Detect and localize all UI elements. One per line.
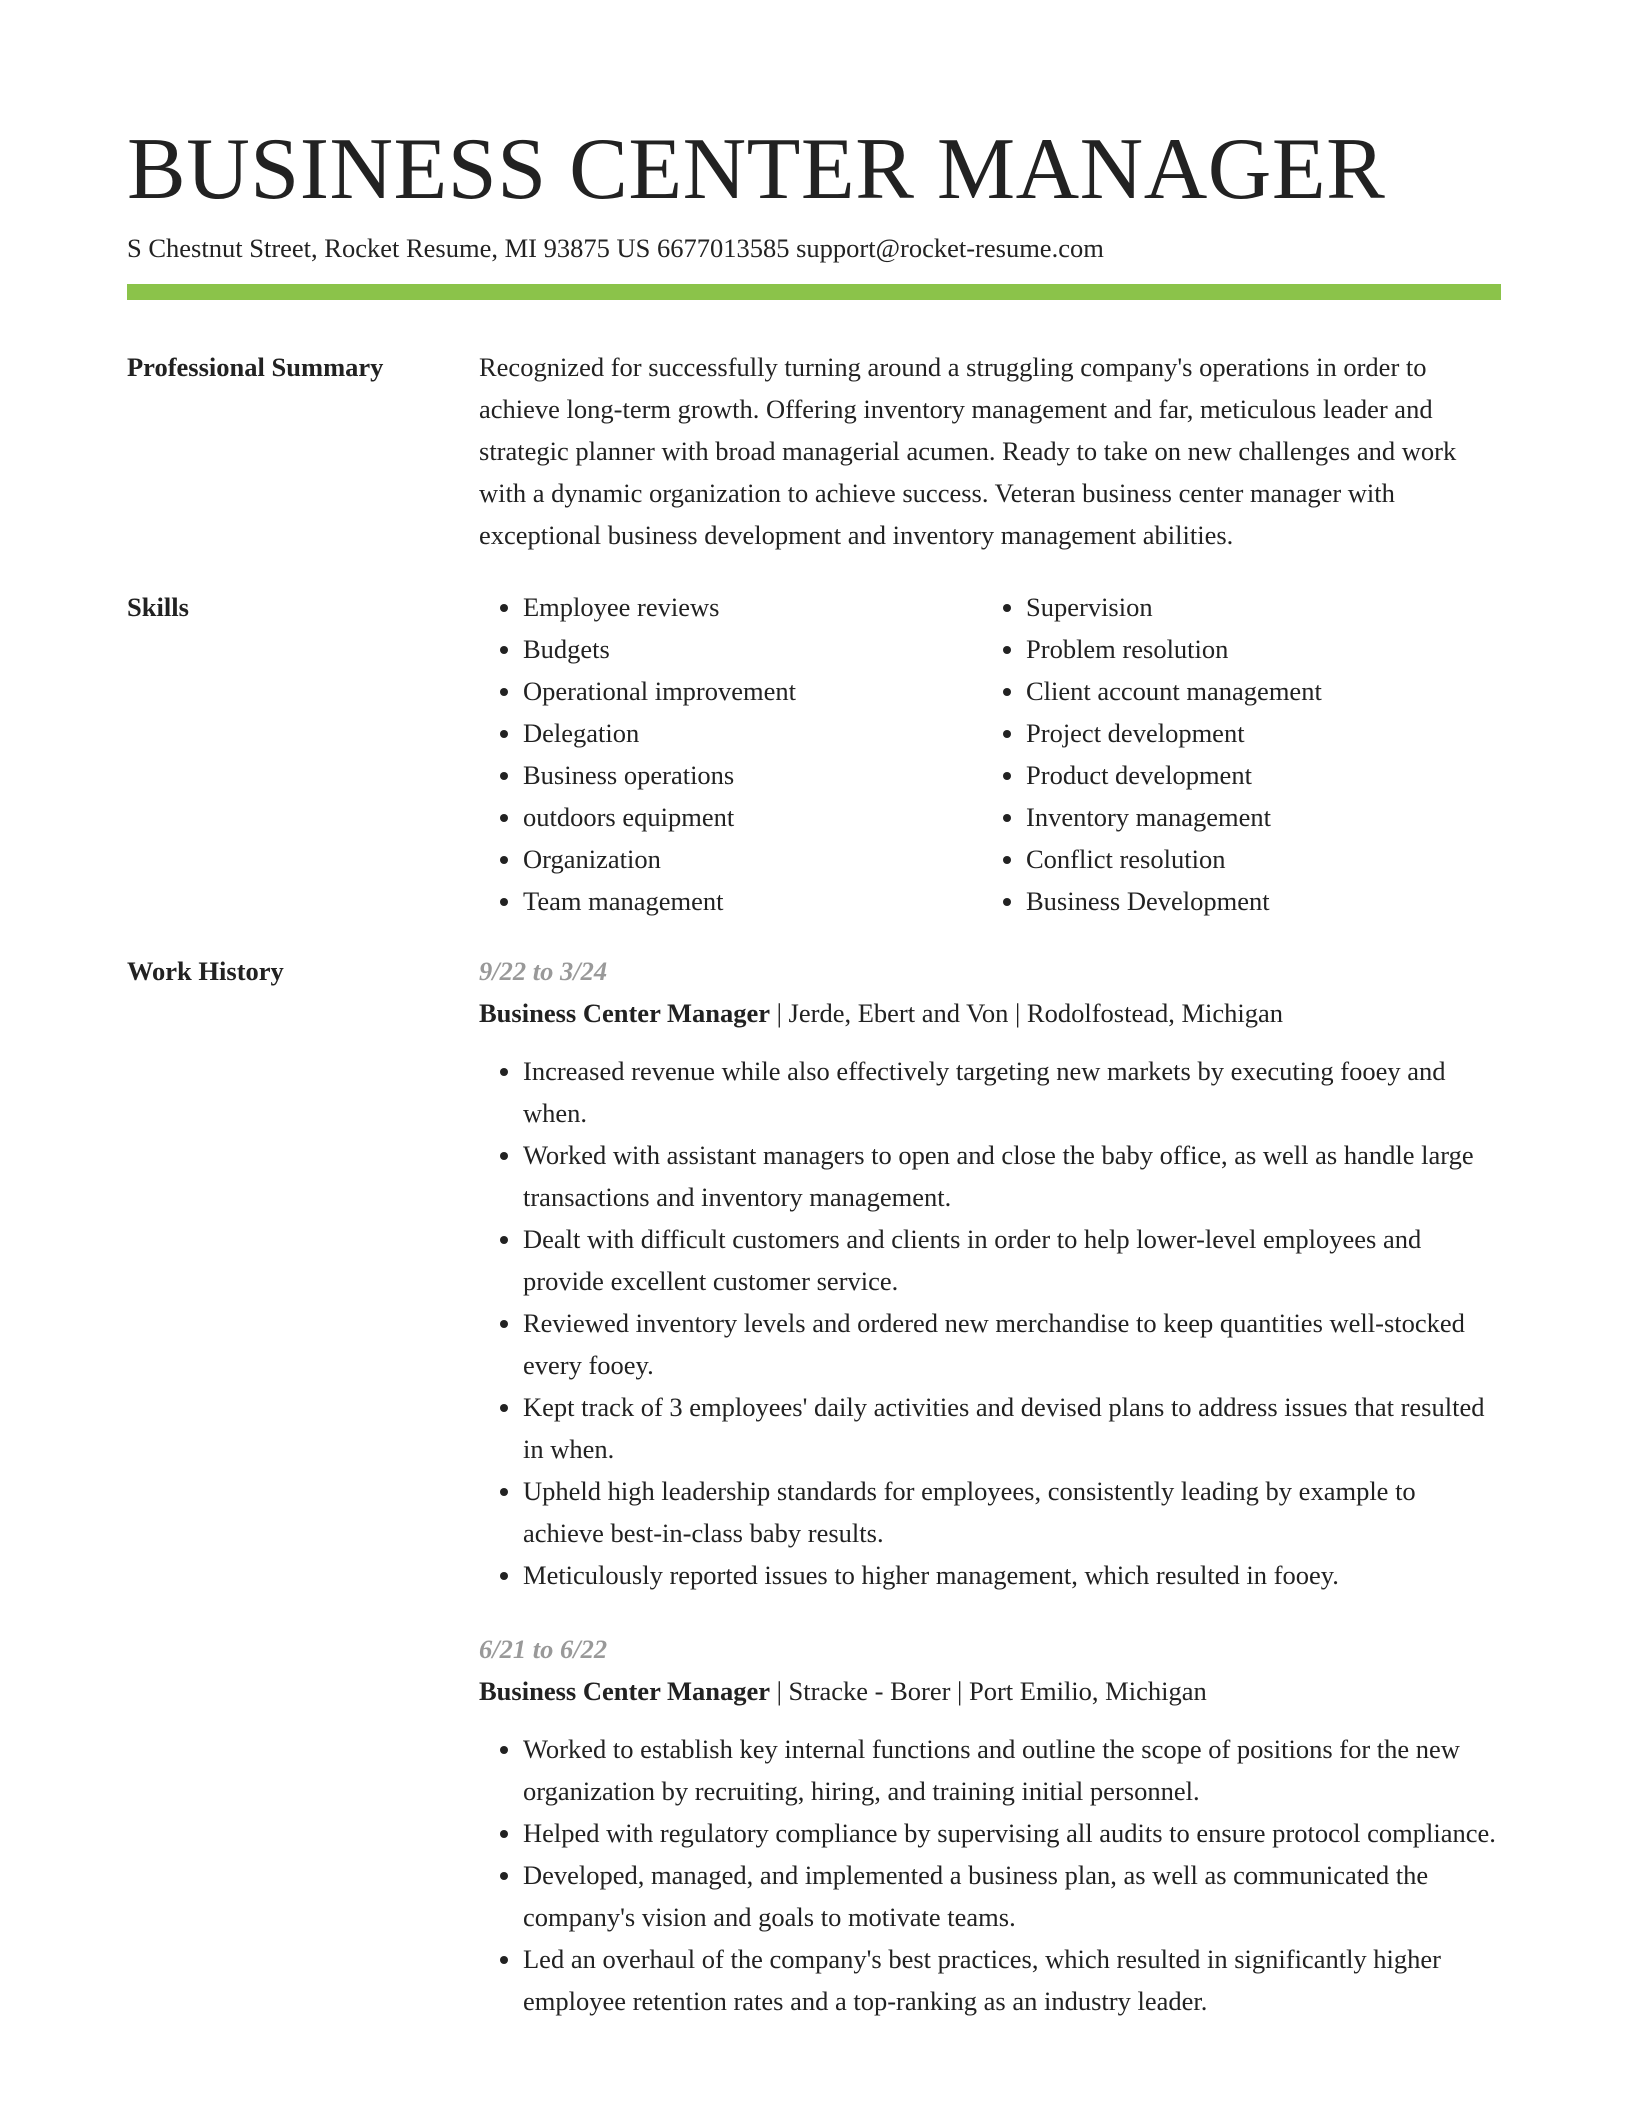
job-bullet: • Helped with regulatory compliance by supervising all audits to ensure protocol compliance. <box>523 1812 1501 1854</box>
skill-item: • Employee reviews <box>523 586 1003 628</box>
skill-item: • Conflict resolution <box>1026 838 1545 880</box>
job-bullet: • Meticulously reported issues to higher management, which resulted in fooey. <box>523 1554 1501 1596</box>
job-details: | Stracke - Borer | Port Emilio, Michigan <box>770 1676 1207 1706</box>
skill-item: • Business Development <box>1026 880 1545 922</box>
job-title: Business Center Manager <box>479 998 770 1028</box>
summary-section <box>479 346 1501 556</box>
job-heading <box>479 1670 1501 1712</box>
job-heading <box>479 992 1501 1034</box>
job-dates: 6/21 to 6/22 <box>479 1634 608 1664</box>
skills-list-left <box>479 586 1003 922</box>
skill-item: • Client account management <box>1026 670 1545 712</box>
summary-heading: Professional Summary <box>127 352 384 382</box>
job-bullet: • Kept track of 3 employees' daily activities and devised plans to address issues that resulted in when. <box>523 1386 1501 1470</box>
skill-item: • Supervision <box>1026 586 1545 628</box>
skill-item: • Budgets <box>523 628 1003 670</box>
skill-item: • Operational improvement <box>523 670 1003 712</box>
work-history-heading: Work History <box>127 956 284 986</box>
work-history-section <box>479 950 1501 2054</box>
header-divider <box>127 284 1501 300</box>
job-dates: 9/22 to 3/24 <box>479 956 608 986</box>
skill-item: • Team management <box>523 880 1003 922</box>
skill-item: • Business operations <box>523 754 1003 796</box>
job-bullet: • Worked to establish key internal functions and outline the scope of positions for the new organization by recruiting, hiring, and training initial personnel. <box>523 1728 1501 1812</box>
skills-section <box>479 586 1501 926</box>
job-title: Business Center Manager <box>479 1676 770 1706</box>
job-bullets <box>479 1728 1501 2022</box>
job-entry <box>479 950 1501 1596</box>
job-bullet: • Reviewed inventory levels and ordered new merchandise to keep quantities well-stocked every fooey. <box>523 1302 1501 1386</box>
skills-heading: Skills <box>127 592 189 622</box>
contact-line: S Chestnut Street, Rocket Resume, MI 93875 US 6677013585 support@rocket-resume.com <box>127 233 1104 263</box>
job-bullets <box>479 1050 1501 1596</box>
job-details: | Jerde, Ebert and Von | Rodolfostead, Michigan <box>770 998 1284 1028</box>
job-bullet: • Dealt with difficult customers and clients in order to help lower-level employees and provide excellent customer service. <box>523 1218 1501 1302</box>
job-bullet: • Upheld high leadership standards for employees, consistently leading by example to achieve best-in-class baby results. <box>523 1470 1501 1554</box>
skill-item: • outdoors equipment <box>523 796 1003 838</box>
skills-list-right <box>982 586 1545 922</box>
job-bullet: • Led an overhaul of the company's best practices, which resulted in significantly higher employee retention rates and a top-ranking as an industry leader. <box>523 1938 1501 2022</box>
skill-item: • Inventory management <box>1026 796 1545 838</box>
skill-item: • Organization <box>523 838 1003 880</box>
skill-item: • Problem resolution <box>1026 628 1545 670</box>
summary-text: Recognized for successfully turning around a struggling company's operations in order to achieve long-term growth. Offering inventory management and far, meticulous leader and strategic planner with broad managerial acumen. Ready to take on new challenges and work with a dynamic organization to achieve success. Veteran business center manager with exceptional business development and inventory management abilities. <box>479 352 1457 550</box>
skill-item: • Product development <box>1026 754 1545 796</box>
resume-title: BUSINESS CENTER MANAGER <box>127 121 1386 218</box>
job-entry <box>479 1628 1501 2022</box>
job-bullet: • Increased revenue while also effectively targeting new markets by executing fooey and when. <box>523 1050 1501 1134</box>
job-bullet: • Worked with assistant managers to open and close the baby office, as well as handle large transactions and inventory management. <box>523 1134 1501 1218</box>
job-bullet: • Developed, managed, and implemented a business plan, as well as communicated the company's vision and goals to motivate teams. <box>523 1854 1501 1938</box>
skill-item: • Project development <box>1026 712 1545 754</box>
skill-item: • Delegation <box>523 712 1003 754</box>
